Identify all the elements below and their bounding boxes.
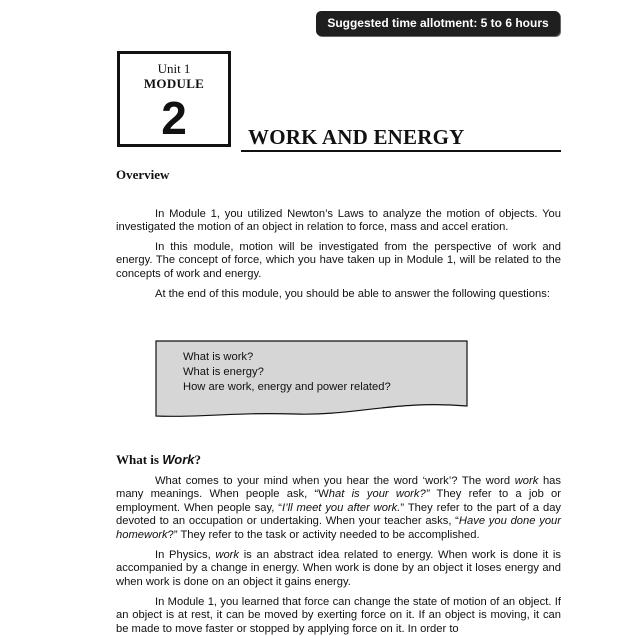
overview-paragraph-2: In this module, motion will be investigated from the perspective of work and energy. The concept of force, which you have taken up in Module 1, will be related to the concepts of work and energy. — [116, 241, 561, 280]
title-underline — [241, 150, 561, 152]
time-allotment-badge: Suggested time allotment: 5 to 6 hours — [316, 11, 560, 36]
overview-paragraph-3: At the end of this module, you should be able to answer the following questions: — [155, 288, 550, 300]
overview-paragraph-1: In Module 1, you utilized Newton’s Laws to analyze the motion of objects. You investigated the motion of an object in relation to force, mass and accel eration. — [116, 208, 561, 234]
work-paragraph-2: In Physics, work is an abstract idea related to energy. When work is done it is accompanied by a change in energy. When work is done by an object it loses energy and when work is done on an object it gains energy. — [116, 549, 561, 588]
module-label: MODULE — [143, 76, 205, 91]
module-box — [117, 51, 231, 147]
question-item: What is energy? — [183, 366, 264, 378]
module-title: WORK AND ENERGY — [248, 125, 465, 149]
question-item: What is work? — [183, 351, 254, 363]
work-paragraph-3: In Module 1, you learned that force can change the state of motion of an object. If an object is at rest, it can be moved by exerting force on it. If an object is moving, it can be made to move faster or stopped by applying force on it. In order to — [116, 596, 561, 635]
question-item: How are work, energy and power related? — [183, 381, 391, 393]
unit-label: Unit 1 — [157, 61, 191, 76]
work-paragraph-1: What comes to your mind when you hear the word ‘work’? The word work has many meanings. When people ask, “What is your work?” They refer to a job or employment. When people say, “I’ll meet you after work.” They refer to the part of a day devoted to an occupation or undertaking. When your teacher asks, “Have you done your homework?” They refer to the task or activity needed to be accomplished. — [116, 475, 562, 541]
overview-heading: Overview — [116, 167, 170, 182]
work-heading: What is Work? — [116, 452, 201, 467]
module-number: 2 — [161, 92, 187, 144]
questions-box — [155, 340, 468, 418]
